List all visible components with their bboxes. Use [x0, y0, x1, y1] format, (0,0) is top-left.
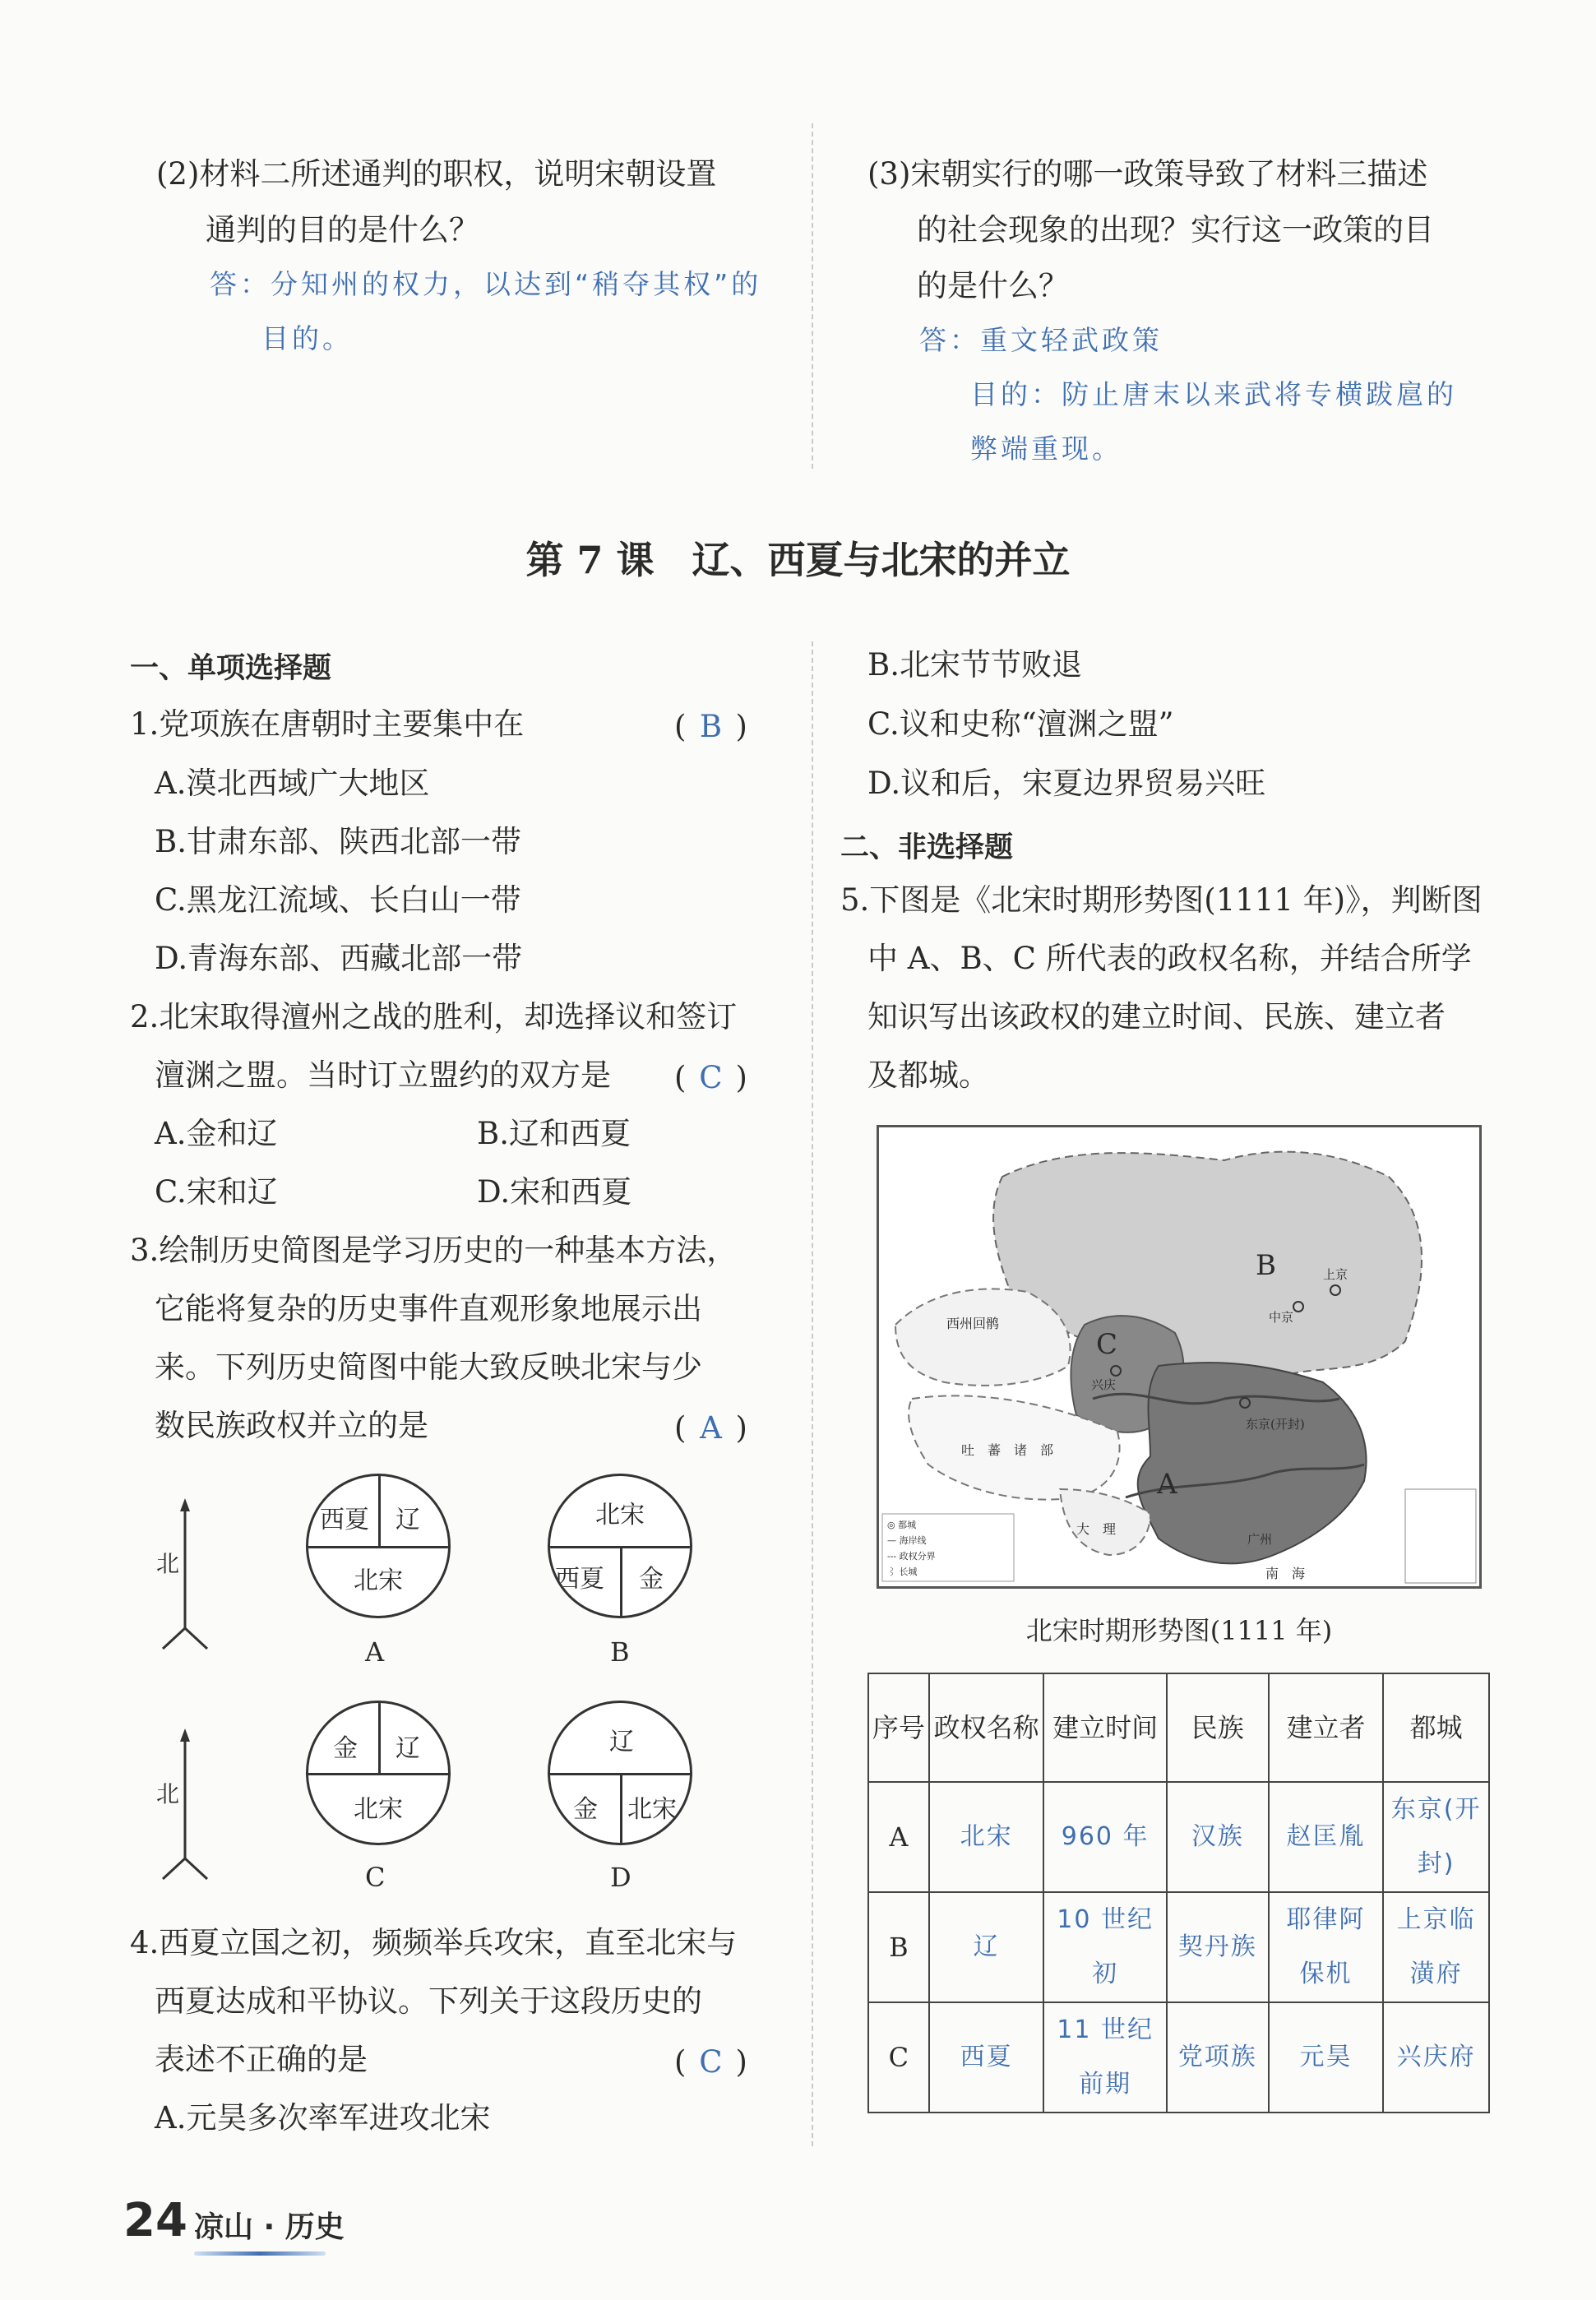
map-label-b: B: [1256, 1249, 1276, 1282]
top-q2-answer-2: 目的。: [261, 322, 353, 354]
row-b-capital: 上京临潢府: [1383, 1892, 1489, 2002]
q1-stem: 1.党项族在唐朝时主要集中在: [130, 706, 525, 742]
map-label-xingqing: 兴庆: [1091, 1377, 1117, 1392]
q2-option-b: B.辽和西夏: [477, 1116, 631, 1151]
map-label-a: A: [1157, 1468, 1177, 1501]
row-a-id: A: [868, 1782, 929, 1892]
q4-option-c: C.议和史称“澶渊之盟”: [867, 706, 1174, 742]
row-a-name: 北宋: [929, 1782, 1044, 1892]
row-b-name: 辽: [929, 1892, 1044, 2002]
q3-answer: A: [700, 1410, 722, 1446]
q3-stem-4: 数民族政权并立的是: [155, 1408, 428, 1443]
th-ethnic: 民族: [1167, 1673, 1269, 1782]
map-legend-border: --- 政权分界: [887, 1551, 936, 1562]
th-time: 建立时间: [1043, 1673, 1167, 1782]
q2-option-a: A.金和辽: [155, 1116, 278, 1151]
row-b-founder: 耶律阿保机: [1269, 1892, 1384, 2002]
q4-answer-bracket: ( C ): [674, 2044, 747, 2080]
top-q3-answer-2: 目的：防止唐末以来武将专横跋扈的: [970, 378, 1457, 410]
map-label-nanhai: 南 海: [1265, 1566, 1306, 1581]
diagram-d-bottom-left: 金: [573, 1795, 598, 1824]
table-row: [868, 1892, 1489, 2002]
diagram-a-top-left: 西夏: [320, 1506, 369, 1534]
q1-option-c: C.黑龙江流域、长白山一带: [155, 882, 521, 918]
north-label-top: 北: [156, 1546, 179, 1579]
top-q2-answer-1: 答：分知州的权力，以达到“稍夺其权”的: [210, 268, 762, 300]
diagram-a: [306, 1474, 451, 1618]
song-map-drawing: [879, 1127, 1479, 1586]
map-label-zhongjing: 中京: [1269, 1310, 1294, 1325]
q5-stem-1: 5.下图是《北宋时期形势图(1111 年)》，判断图: [840, 882, 1483, 918]
q4-stem-2: 西夏达成和平协议。下列关于这段历史的: [155, 1983, 702, 2019]
q5-stem-3: 知识写出该政权的建立时间、民族、建立者: [867, 999, 1446, 1034]
top-q3-answer-1: 答：重文轻武政策: [919, 324, 1163, 356]
column-divider-top: [812, 123, 813, 469]
q1-option-b: B.甘肃东部、陕西北部一带: [155, 824, 521, 859]
diagram-a-label: A: [365, 1636, 385, 1668]
top-q3-line3: 的是什么？: [917, 268, 1069, 303]
diagram-a-top-right: 辽: [396, 1506, 420, 1534]
map-caption: 北宋时期形势图(1111 年): [1025, 1615, 1333, 1646]
th-name: 政权名称: [929, 1673, 1044, 1782]
regimes-table: [867, 1673, 1490, 2113]
diagram-b-top: 北宋: [595, 1501, 645, 1529]
north-label-bottom: 北: [156, 1776, 179, 1809]
q2-option-d: D.宋和西夏: [477, 1174, 632, 1210]
table-header-row: [868, 1673, 1489, 1782]
q4-answer: C: [699, 2044, 723, 2080]
row-b-time: 10 世纪初: [1043, 1892, 1167, 2002]
row-b-id: B: [868, 1892, 929, 2002]
row-c-ethnic: 党项族: [1167, 2002, 1269, 2113]
map-label-xizhou: 西州回鹘: [946, 1316, 1000, 1331]
th-id: 序号: [868, 1673, 929, 1782]
q4-option-a: A.元昊多次率军进攻北宋: [155, 2100, 491, 2136]
page-number: 24: [123, 2194, 187, 2247]
q1-answer-bracket: ( B ): [674, 709, 747, 744]
table-row: [868, 2002, 1489, 2113]
map-label-shangjing: 上京: [1323, 1267, 1349, 1282]
diagram-d-bottom-right: 北宋: [627, 1795, 677, 1824]
top-q3-answer-3: 弊端重现。: [970, 433, 1122, 465]
th-founder: 建立者: [1269, 1673, 1384, 1782]
book-title: 凉山 · 历史: [194, 2210, 345, 2244]
top-q2-line1: (2)材料二所述通判的职权，说明宋朝设置: [156, 156, 717, 192]
lesson-title: 第 7 课 辽、西夏与北宋的并立: [525, 538, 1071, 582]
row-a-founder: 赵匡胤: [1269, 1782, 1384, 1892]
column-divider-bottom: [812, 641, 813, 2146]
row-c-name: 西夏: [929, 2002, 1044, 2113]
q4-stem-3: 表述不正确的是: [155, 2042, 368, 2077]
q4-stem-1: 4.西夏立国之初，频频举兵攻宋，直至北宋与: [130, 1925, 738, 1960]
q2-stem-2: 澶渊之盟。当时订立盟约的双方是: [155, 1057, 611, 1093]
map-label-dongjing: 东京(开封): [1246, 1417, 1305, 1432]
diagram-c-top-left: 金: [333, 1734, 358, 1763]
diagram-b: [548, 1474, 692, 1618]
diagram-c-bottom: 北宋: [354, 1795, 403, 1824]
q1-option-d: D.青海东部、西藏北部一带: [155, 941, 523, 976]
table-row: [868, 1782, 1489, 1892]
map-legend-wall: ⌇ 长城: [887, 1566, 918, 1577]
top-q3-line1: (3)宋朝实行的哪一政策导致了材料三描述: [867, 156, 1428, 192]
diagram-b-bottom-right: 金: [639, 1565, 664, 1594]
diagram-b-label: B: [610, 1636, 630, 1668]
q2-option-c: C.宋和辽: [155, 1174, 278, 1210]
diagram-d: [548, 1701, 692, 1845]
q2-answer-bracket: ( C ): [674, 1060, 747, 1095]
diagram-b-bottom-left: 西夏: [555, 1565, 604, 1594]
th-capital: 都城: [1383, 1673, 1489, 1782]
map-legend-coast: — 海岸线: [887, 1535, 927, 1546]
q4-option-b: B.北宋节节败退: [867, 647, 1082, 683]
row-a-ethnic: 汉族: [1167, 1782, 1269, 1892]
row-c-time: 11 世纪前期: [1043, 2002, 1167, 2113]
map-label-tubo: 吐 蕃 诸 部: [961, 1442, 1054, 1458]
q3-stem-2: 它能将复杂的历史事件直观形象地展示出: [155, 1291, 702, 1326]
map-label-guangzhou: 广州: [1247, 1532, 1273, 1547]
row-c-founder: 元昊: [1269, 2002, 1384, 2113]
row-a-capital: 东京(开封): [1383, 1782, 1489, 1892]
q5-stem-2: 中 A、B、C 所代表的政权名称，并结合所学: [867, 941, 1472, 976]
row-b-ethnic: 契丹族: [1167, 1892, 1269, 2002]
q3-stem-3: 来。下列历史简图中能大致反映北宋与少: [155, 1349, 702, 1385]
row-a-time: 960 年: [1043, 1782, 1167, 1892]
song-map: [877, 1125, 1482, 1589]
diagram-c-top-right: 辽: [396, 1734, 420, 1763]
q4-option-d: D.议和后，宋夏边界贸易兴旺: [867, 766, 1266, 801]
q1-answer: B: [699, 709, 723, 744]
q3-answer-bracket: ( A ): [674, 1410, 747, 1446]
diagram-d-top: 辽: [609, 1728, 634, 1756]
diagram-d-label: D: [610, 1862, 631, 1893]
q2-answer: C: [699, 1060, 723, 1095]
map-legend-capital: ◎ 都城: [887, 1520, 917, 1530]
footer-underline: [194, 2251, 326, 2256]
top-q3-line2: 的社会现象的出现？实行这一政策的目: [917, 212, 1434, 248]
q5-stem-4: 及都城。: [867, 1057, 989, 1093]
q2-stem-1: 2.北宋取得澶州之战的胜利，却选择议和签订: [130, 999, 738, 1034]
top-q2-line2: 通判的目的是什么？: [206, 212, 479, 248]
row-c-id: C: [868, 2002, 929, 2113]
map-legend: [887, 1517, 936, 1580]
section-non-choice: 二、非选择题: [840, 831, 1014, 864]
section-single-choice: 一、单项选择题: [130, 652, 332, 685]
map-label-dali: 大 理: [1076, 1521, 1117, 1537]
q3-stem-1: 3.绘制历史简图是学习历史的一种基本方法，: [130, 1233, 738, 1268]
q1-option-a: A.漠北西域广大地区: [155, 766, 430, 801]
diagram-a-bottom: 北宋: [354, 1566, 403, 1595]
map-label-c: C: [1096, 1328, 1118, 1361]
diagram-c: [306, 1701, 451, 1845]
row-c-capital: 兴庆府: [1383, 2002, 1489, 2113]
diagram-c-label: C: [365, 1862, 386, 1893]
